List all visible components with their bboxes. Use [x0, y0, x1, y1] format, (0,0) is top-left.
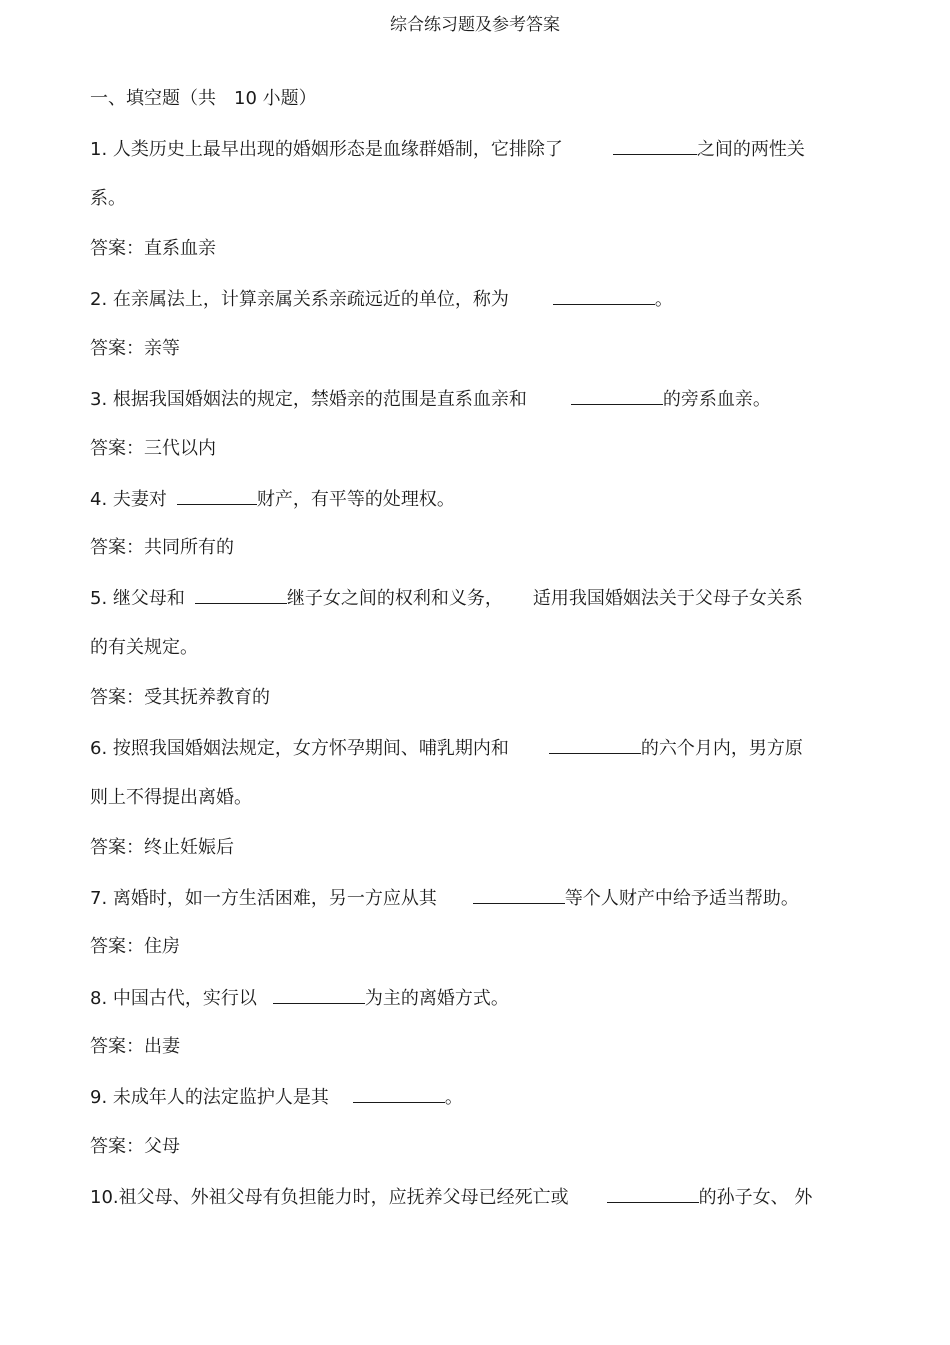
question-2	[90, 286, 673, 313]
question-6	[90, 735, 803, 762]
question-text: 按照我国婚姻法规定，女方怀孕期间、哺乳期内和	[112, 738, 509, 759]
question-text: 继子女之间的权利和义务，	[286, 588, 503, 609]
answer-label: 答案：	[90, 687, 144, 708]
question-8	[90, 985, 509, 1012]
answer-blank	[607, 1184, 699, 1203]
answer-blank	[549, 735, 641, 754]
answer-blank	[195, 585, 287, 604]
answer-label: 答案：	[90, 238, 144, 259]
answer-text: 终止妊娠后	[144, 837, 234, 858]
question-number: 3.	[90, 389, 108, 410]
question-1	[90, 136, 805, 163]
question-text: 中国古代，实行以	[112, 988, 257, 1009]
answer-text: 住房	[144, 936, 180, 957]
answer-text: 出妻	[144, 1036, 180, 1057]
question-5	[90, 585, 803, 612]
answer-blank	[473, 885, 565, 904]
question-number: 10.	[90, 1187, 119, 1208]
answer-8	[90, 1034, 180, 1060]
question-text: 祖父母、外祖父母有负担能力时，应抚养父母已经死亡或	[118, 1187, 569, 1208]
question-number: 4.	[90, 489, 108, 510]
answer-label: 答案：	[90, 936, 144, 957]
answer-blank	[571, 386, 663, 405]
answer-1	[90, 236, 216, 262]
answer-blank	[613, 136, 697, 155]
answer-label: 答案：	[90, 338, 144, 359]
question-number: 1.	[90, 139, 108, 160]
answer-6	[90, 835, 234, 861]
answer-blank	[177, 486, 257, 505]
answer-4	[90, 535, 234, 561]
answer-label: 答案：	[90, 837, 144, 858]
answer-9	[90, 1134, 180, 1160]
question-text: 的孙子女、 外	[698, 1187, 813, 1208]
question-text: 的旁系血亲。	[662, 389, 771, 410]
answer-text: 三代以内	[144, 438, 216, 459]
question-text: 夫妻对	[112, 489, 167, 510]
question-number: 6.	[90, 738, 108, 759]
page-title: 综合练习题及参考答案	[390, 15, 560, 35]
question-text: 未成年人的法定监护人是其	[112, 1087, 329, 1108]
question-3	[90, 386, 771, 413]
question-6-continuation: 则上不得提出离婚。	[90, 787, 252, 808]
question-7	[90, 885, 799, 912]
question-4	[90, 486, 455, 513]
answer-text: 父母	[144, 1136, 180, 1157]
answer-blank	[553, 286, 655, 305]
question-text: 根据我国婚姻法的规定，禁婚亲的范围是直系血亲和	[112, 389, 527, 410]
answer-label: 答案：	[90, 1036, 144, 1057]
question-text: 在亲属法上，计算亲属关系亲疏远近的单位，称为	[112, 289, 509, 310]
question-text: 适用我国婚姻法关于父母子女关系	[532, 588, 803, 609]
question-text: 离婚时，如一方生活困难，另一方应从其	[112, 888, 437, 909]
question-text: 为主的离婚方式。	[364, 988, 509, 1009]
question-number: 2.	[90, 289, 108, 310]
question-text: 等个人财产中给予适当帮助。	[564, 888, 799, 909]
question-number: 9.	[90, 1087, 108, 1108]
question-text: 之间的两性关	[696, 139, 805, 160]
question-text: 的六个月内，男方原	[640, 738, 803, 759]
answer-blank	[353, 1084, 445, 1103]
question-5-continuation: 的有关规定。	[90, 637, 198, 658]
question-1-continuation: 系。	[90, 188, 126, 209]
question-number: 8.	[90, 988, 108, 1009]
answer-3	[90, 436, 216, 462]
answer-2	[90, 336, 180, 362]
question-text: 。	[654, 289, 673, 310]
answer-label: 答案：	[90, 1136, 144, 1157]
answer-text: 直系血亲	[144, 238, 216, 259]
answer-text: 受其抚养教育的	[144, 687, 270, 708]
question-text: 财产，有平等的处理权。	[256, 489, 455, 510]
question-number: 7.	[90, 888, 108, 909]
question-text: 人类历史上最早出现的婚姻形态是血缘群婚制，它排除了	[112, 139, 563, 160]
question-text: 。	[444, 1087, 463, 1108]
question-number: 5.	[90, 588, 108, 609]
answer-label: 答案：	[90, 537, 144, 558]
section-heading: 一、填空题（共 10 小题）	[90, 88, 317, 109]
answer-7	[90, 934, 180, 960]
answer-text: 共同所有的	[144, 537, 234, 558]
question-10	[90, 1184, 812, 1211]
answer-label: 答案：	[90, 438, 144, 459]
answer-blank	[273, 985, 365, 1004]
answer-text: 亲等	[144, 338, 180, 359]
question-9	[90, 1084, 463, 1111]
answer-5	[90, 685, 270, 711]
question-text: 继父母和	[112, 588, 185, 609]
